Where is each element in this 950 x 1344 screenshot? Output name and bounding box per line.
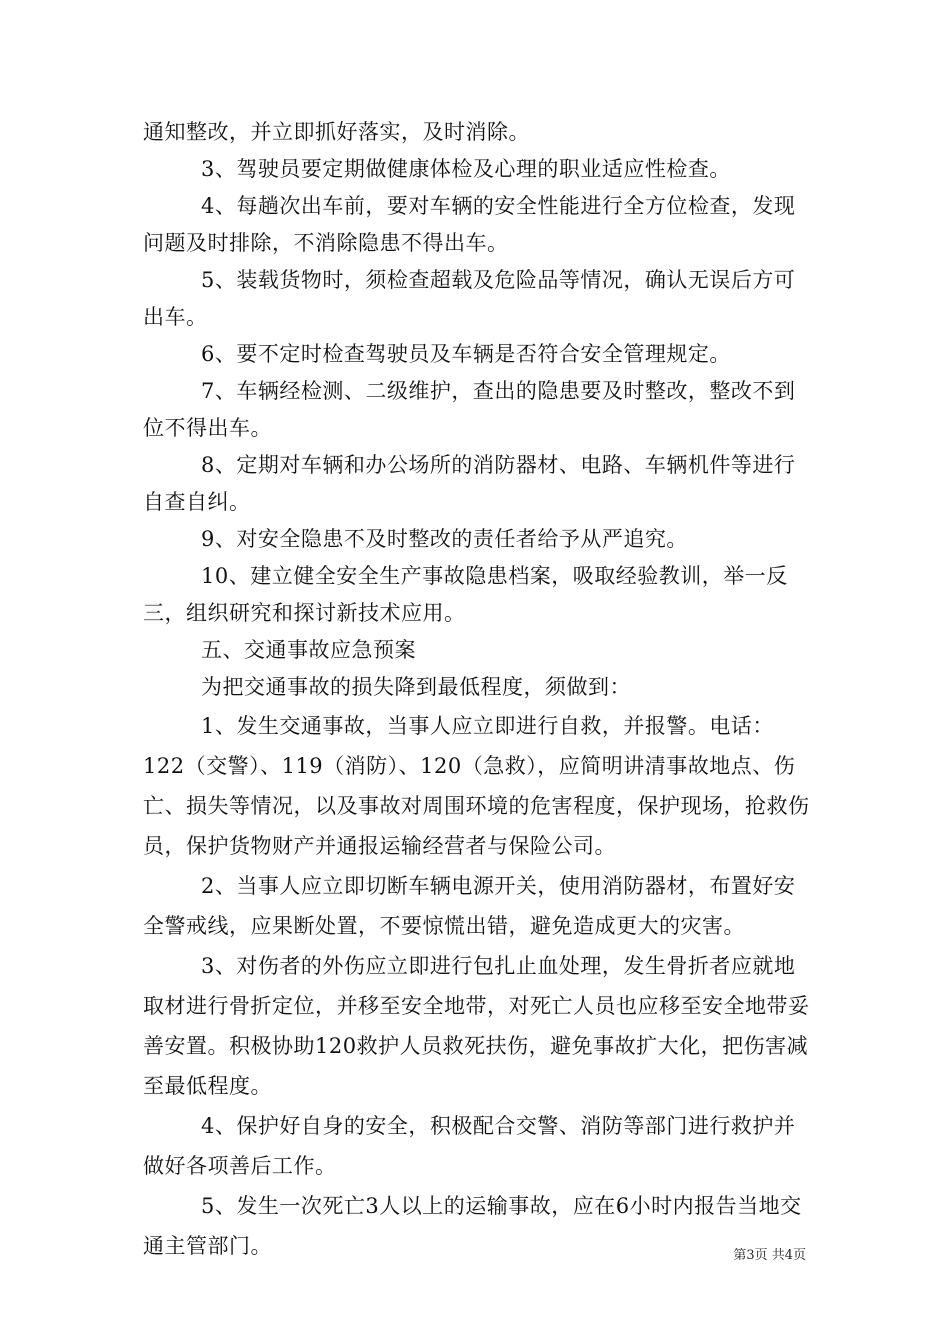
emergency-item-3: 3、对伤者的外伤应立即进行包扎止血处理，发生骨折者应就地取材进行骨折定位，并移至安全地带，对死亡人员也应移至安全地带妥善安置。积极协助120救护人员救死扶伤，避免事故扩大化，把伤害减至最低程度。: [143, 954, 810, 1098]
emergency-item-2: 2、当事人应立即切断车辆电源开关，使用消防器材，布置好安全警戒线，应果断处置，不要惊慌出错，避免造成更大的灾害。: [143, 874, 796, 938]
emergency-item-1: 1、发生交通事故，当事人应立即进行自救，并报警。电话：122（交警）、119（消防）、120（急救），应简明讲清事故地点、伤亡、损失等情况，以及事故对周围环境的危害程度，保护现场，抢救伤员，保护货物财产并通报运输经营者与保险公司。: [143, 714, 810, 858]
paragraph-item-4: 4、每趟次出车前，要对车辆的安全性能进行全方位检查，发现问题及时排除，不消除隐患不得出车。: [143, 194, 796, 255]
page-number: 第3页 共4页: [733, 1248, 806, 1263]
section-heading-five: 五、交通事故应急预案: [201, 638, 416, 662]
emergency-item-5: 5、发生一次死亡3人以上的运输事故，应在6小时内报告当地交通主管部门。: [143, 1194, 802, 1258]
paragraph-item-7: 7、车辆经检测、二级维护，查出的隐患要及时整改，整改不到位不得出车。: [143, 379, 796, 440]
emergency-item-4: 4、保护好自身的安全，积极配合交警、消防等部门进行救护并做好各项善后工作。: [143, 1114, 796, 1178]
section-intro: 为把交通事故的损失降到最低程度，须做到：: [201, 675, 631, 699]
paragraph-item-9: 9、对安全隐患不及时整改的责任者给予从严追究。: [201, 527, 688, 551]
paragraph-item-8: 8、定期对车辆和办公场所的消防器材、电路、车辆机件等进行自查自纠。: [143, 453, 796, 514]
paragraph-item-6: 6、要不定时检查驾驶员及车辆是否符合安全管理规定。: [201, 342, 731, 366]
paragraph-item-10: 10、建立健全安全生产事故隐患档案，吸取经验教训，举一反三，组织研究和探讨新技术应用。: [143, 564, 788, 625]
paragraph-item-3: 3、驾驶员要定期做健康体检及心理的职业适应性检查。: [201, 157, 731, 181]
paragraph-item-5: 5、装载货物时，须检查超载及危险品等情况，确认无误后方可出车。: [143, 268, 796, 329]
paragraph-continuation: 通知整改，并立即抓好落实，及时消除。: [143, 120, 530, 144]
document-body: [143, 114, 813, 1266]
